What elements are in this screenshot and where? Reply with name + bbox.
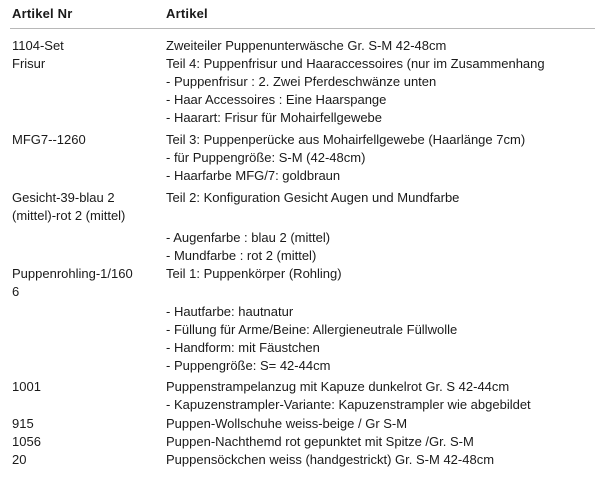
row-text: - Mundfarbe : rot 2 (mittel) <box>166 248 317 263</box>
row-nr: (mittel)-rot 2 (mittel) <box>12 208 126 223</box>
row-text: - Puppenfrisur : 2. Zwei Pferdeschwänze unten <box>166 74 437 89</box>
row-nr: 1001 <box>12 379 41 394</box>
row-text: - Kapuzenstrampler-Variante: Kapuzenstrampler wie abgebildet <box>166 397 531 412</box>
row-nr: 6 <box>12 284 20 299</box>
row-nr: 915 <box>12 416 34 431</box>
row-text: - für Puppengröße: S-M (42-48cm) <box>166 150 366 165</box>
row-text: Puppenstrampelanzug mit Kapuze dunkelrot Gr. S 42-44cm <box>166 379 510 394</box>
row-text: Puppensöckchen weiss (handgestrickt) Gr. S-M 42-48cm <box>166 452 495 467</box>
row-nr: Gesicht-39-blau 2 <box>12 190 115 205</box>
row-text: Puppen-Wollschuhe weiss-beige / Gr S-M <box>166 416 408 431</box>
column-header-article: Artikel <box>166 6 208 21</box>
row-nr: 1104-Set <box>12 38 64 53</box>
header-divider <box>10 28 595 29</box>
row-nr: 1056 <box>12 434 41 449</box>
row-text: Teil 3: Puppenperücke aus Mohairfellgewebe (Haarlänge 7cm) <box>166 132 526 147</box>
row-text: Teil 4: Puppenfrisur und Haaraccessoires (nur im Zusammenhang <box>166 56 545 71</box>
row-text: - Handform: mit Fäustchen <box>166 340 320 355</box>
row-nr: Frisur <box>12 56 46 71</box>
row-text: Teil 1: Puppenkörper (Rohling) <box>166 266 342 281</box>
row-nr: MFG7--1260 <box>12 132 86 147</box>
row-text: - Hautfarbe: hautnatur <box>166 304 294 319</box>
column-header-article-nr: Artikel Nr <box>12 6 73 21</box>
row-text: Teil 2: Konfiguration Gesicht Augen und Mundfarbe <box>166 190 460 205</box>
row-text: Zweiteiler Puppenunterwäsche Gr. S-M 42-48cm <box>166 38 447 53</box>
row-text: - Haar Accessoires : Eine Haarspange <box>166 92 387 107</box>
row-text: - Füllung für Arme/Beine: Allergieneutrale Füllwolle <box>166 322 458 337</box>
row-nr: 20 <box>12 452 27 467</box>
row-text: - Augenfarbe : blau 2 (mittel) <box>166 230 331 245</box>
row-nr: Puppenrohling-1/160 <box>12 266 133 281</box>
row-text: - Haarfarbe MFG/7: goldbraun <box>166 168 341 183</box>
row-text: Puppen-Nachthemd rot gepunktet mit Spitze /Gr. S-M <box>166 434 474 449</box>
row-text: - Haarart: Frisur für Mohairfellgewebe <box>166 110 383 125</box>
row-text: - Puppengröße: S= 42-44cm <box>166 358 331 373</box>
